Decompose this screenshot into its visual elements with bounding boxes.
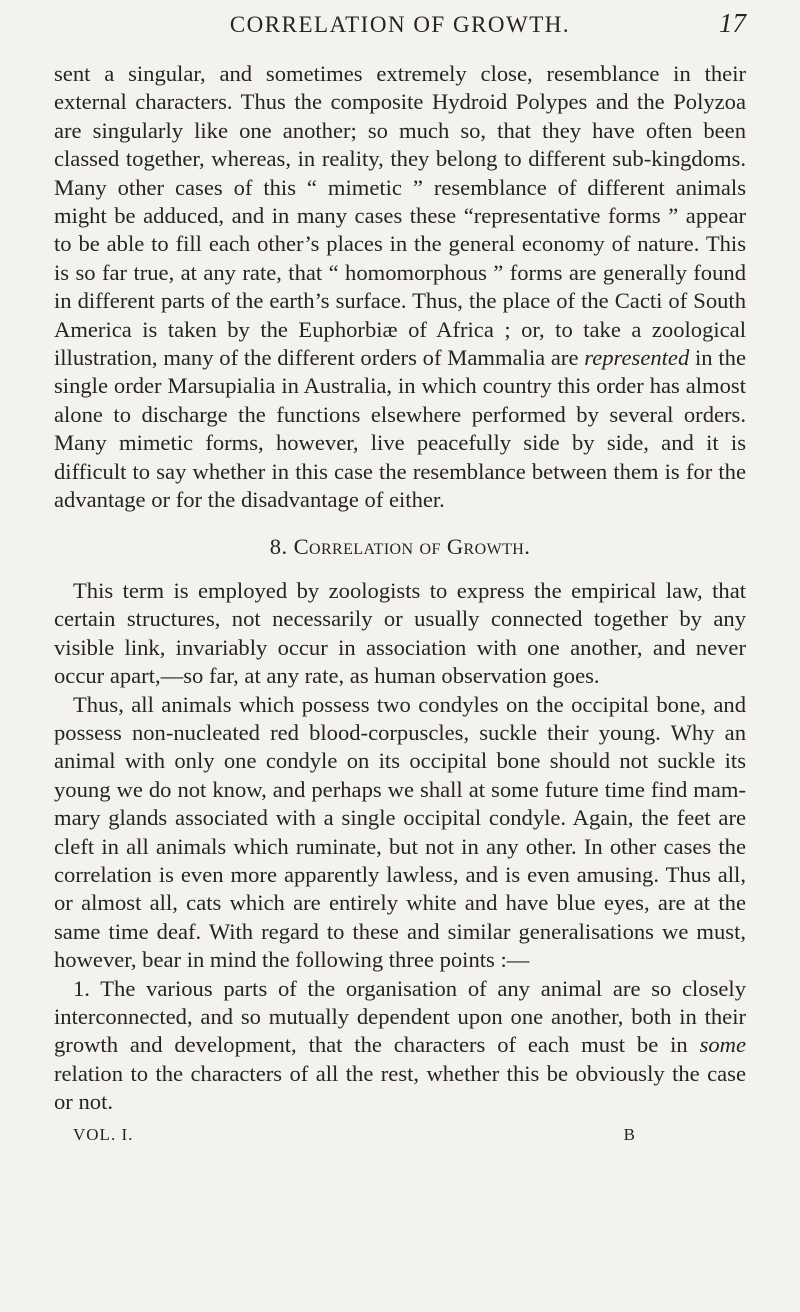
section-number: 8. (269, 533, 288, 559)
paragraph-continued (54, 60, 746, 515)
paragraph-text: relation to the characters of all the rest, whether this be obviously the case or not. (54, 1060, 746, 1115)
running-head (54, 0, 746, 46)
paragraph-examples: Thus, all animals which possess two condyles on the occipital bone, and possess non-nucleated red blood-corpuscles, suckle their young. Why an animal with only one condyle on its occipital bone should not suckle its young we do not know, and perhaps we shall at some future time find mammary glands associated with a single occipital condyle. Again, the feet are cleft in all animals which ruminate, but not in any other. In other cases the correlation is even more apparently lawless, and is even amusing. Thus all, or almost all, cats which are entirely white and have blue eyes, are at the same time deaf. With regard to these and similar generalisations we must, however, bear in mind the following three points :— (54, 691, 746, 973)
paragraph-point-one (54, 975, 746, 1117)
running-title: CORRELATION OF GROWTH. (229, 12, 571, 37)
emphasis-represented: represented (584, 345, 690, 371)
section-heading (54, 533, 746, 561)
paragraph-text: 1. The various parts of the organisation of any animal are so closely interconnected, and so mutually dependent upon one another, both in their growth and development, that the characters of each must be in (54, 975, 746, 1058)
paragraph-text: sent a singular, and sometimes extremely close, resemblance in their external characters. Thus the composite Hydroid Polypes and the Polyzoa are singularly like one another; so much so, that they have often been classed together, whereas, in reality, they belong to different sub-kingdoms. Many other cases of this “ mimetic ” resemblance of different animals might be adduced, and in many cases these “representative forms ” appear to be able to fill each other’s places in the general economy of nature. This is so far true, at any rate, that “ homomorphous ” forms are generally found in different parts of the earth’s surface. Thus, the place of the Cacti of South America is taken by the Euphorbiæ of Africa ; or, to take a zoological illustration, many of the different orders of Mammalia are (54, 61, 746, 371)
paragraph-definition: This term is employed by zoologists to express the empirical law, that certain structures, not necessarily or usually connected together by any visible link, invariably occur in association with one another, and never occur apart,—so far, at any rate, as human observation goes. (54, 577, 746, 689)
signature-mark: B (623, 1124, 636, 1144)
section-title: Correlation of Growth. (293, 533, 531, 559)
paragraph-text: in the single order Marsupialia in Australia, in which country this order has almost alone to discharge the functions elsewhere performed by several orders. Many mimetic forms, however, live peacefully side by side, and it is difficult to say whether in this case the resemblance between them is for the advantage or for the disadvantage of either. (54, 345, 746, 513)
emphasis-some: some (699, 1032, 746, 1058)
body-text (54, 60, 746, 1149)
page-number: 17 (719, 8, 746, 38)
volume-mark: VOL. I. (73, 1124, 134, 1144)
signature-line (54, 1121, 746, 1149)
